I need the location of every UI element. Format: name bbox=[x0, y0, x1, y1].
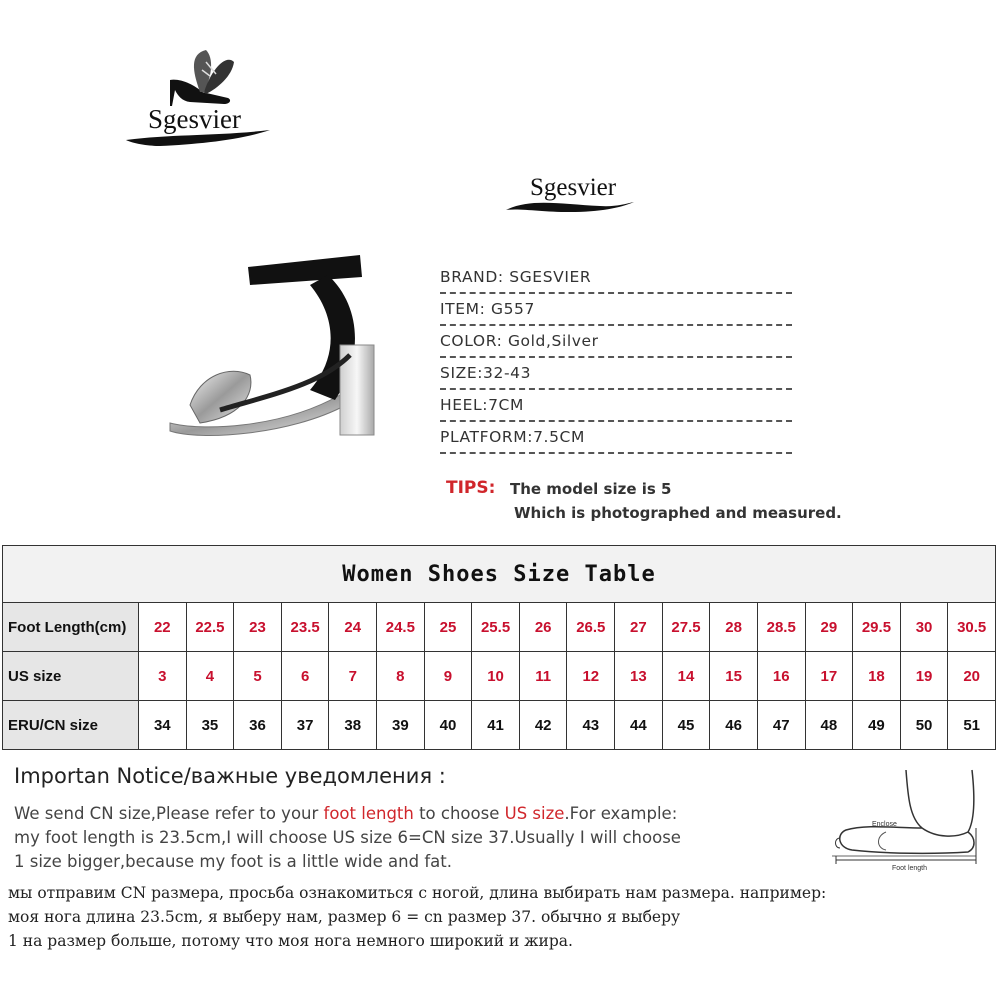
row-label: Foot Length(cm) bbox=[3, 603, 139, 652]
size-cell: 5 bbox=[234, 652, 282, 701]
spec-brand: BRAND: SGESVIER bbox=[440, 266, 792, 294]
size-cell: 10 bbox=[472, 652, 520, 701]
size-cell: 9 bbox=[424, 652, 472, 701]
size-cell: 19 bbox=[900, 652, 948, 701]
size-cell: 23 bbox=[234, 603, 282, 652]
spec-platform: PLATFORM:7.5CM bbox=[440, 426, 792, 454]
size-cell: 27 bbox=[615, 603, 663, 652]
size-cell: 7 bbox=[329, 652, 377, 701]
size-cell: 26 bbox=[519, 603, 567, 652]
size-cell: 43 bbox=[567, 701, 615, 750]
us-size-row bbox=[3, 652, 996, 701]
notice-en-line-2: my foot length is 23.5cm,I will choose US size 6=CN size 37.Usually I will choose bbox=[14, 828, 681, 847]
size-cell: 51 bbox=[948, 701, 996, 750]
notice-ru-line-1: мы отправим CN размера, просьба ознакомиться с ногой, длина выбирать нам размера. например: bbox=[8, 884, 827, 902]
size-cell: 48 bbox=[805, 701, 853, 750]
size-cell: 30 bbox=[900, 603, 948, 652]
spec-heel: HEEL:7CM bbox=[440, 394, 792, 422]
spec-size: SIZE:32-43 bbox=[440, 362, 792, 390]
enclose-label: Enclose bbox=[872, 821, 897, 828]
size-cell: 29.5 bbox=[853, 603, 901, 652]
size-cell: 23.5 bbox=[281, 603, 329, 652]
row-label: US size bbox=[3, 652, 139, 701]
notice-ru-line-2: моя нога длина 23.5cm, я выберу нам, размер 6 = cn размер 37. обычно я выберу bbox=[8, 908, 681, 926]
size-cell: 18 bbox=[853, 652, 901, 701]
brand-logo-main bbox=[120, 40, 290, 160]
size-cell: 26.5 bbox=[567, 603, 615, 652]
size-cell: 15 bbox=[710, 652, 758, 701]
size-cell: 38 bbox=[329, 701, 377, 750]
size-cell: 44 bbox=[615, 701, 663, 750]
notice-en-line-3: 1 size bigger,because my foot is a little wide and fat. bbox=[14, 852, 452, 871]
size-cell: 6 bbox=[281, 652, 329, 701]
notice-highlight: US size bbox=[504, 804, 565, 823]
spec-color: COLOR: Gold,Silver bbox=[440, 330, 792, 358]
notice-highlight: foot length bbox=[323, 804, 414, 823]
size-table-title: Women Shoes Size Table bbox=[3, 546, 996, 603]
butterfly-heel-icon bbox=[120, 40, 290, 160]
foot-measure-diagram bbox=[826, 768, 986, 878]
notice-text: .For example: bbox=[564, 804, 678, 823]
size-cell: 39 bbox=[377, 701, 425, 750]
size-cell: 24 bbox=[329, 603, 377, 652]
size-cell: 25.5 bbox=[472, 603, 520, 652]
foot-length-row bbox=[3, 603, 996, 652]
spec-item: ITEM: G557 bbox=[440, 298, 792, 326]
tips-label: TIPS: bbox=[446, 478, 496, 498]
size-cell: 12 bbox=[567, 652, 615, 701]
notice-en-line-1 bbox=[14, 804, 677, 823]
tips-line-1: The model size is 5 bbox=[510, 480, 672, 498]
size-cell: 24.5 bbox=[377, 603, 425, 652]
size-cell: 50 bbox=[900, 701, 948, 750]
size-cell: 27.5 bbox=[662, 603, 710, 652]
tips-line-2: Which is photographed and measured. bbox=[514, 504, 842, 522]
product-photo bbox=[160, 245, 410, 445]
notice-heading: Importan Notice/важные уведомления : bbox=[14, 764, 446, 788]
notice-text: We send CN size,Please refer to your bbox=[14, 804, 324, 823]
row-label: ERU/CN size bbox=[3, 701, 139, 750]
size-table bbox=[2, 545, 996, 750]
size-cell: 20 bbox=[948, 652, 996, 701]
size-table-title-row bbox=[3, 546, 996, 603]
size-cell: 29 bbox=[805, 603, 853, 652]
size-cell: 35 bbox=[186, 701, 234, 750]
size-cell: 13 bbox=[615, 652, 663, 701]
size-cell: 25 bbox=[424, 603, 472, 652]
foot-length-label: Foot length bbox=[892, 865, 928, 872]
notice-ru-line-3: 1 на размер больше, потому что моя нога немного широкий и жира. bbox=[8, 932, 573, 950]
size-cell: 4 bbox=[186, 652, 234, 701]
brand-wordmark: Sgesvier bbox=[530, 174, 617, 201]
brand-logo-secondary bbox=[500, 168, 650, 228]
size-cell: 3 bbox=[139, 652, 187, 701]
size-cell: 22.5 bbox=[186, 603, 234, 652]
size-cell: 47 bbox=[757, 701, 805, 750]
size-cell: 28.5 bbox=[757, 603, 805, 652]
notice-text: to choose bbox=[413, 804, 505, 823]
size-cell: 22 bbox=[139, 603, 187, 652]
size-cell: 42 bbox=[519, 701, 567, 750]
size-cell: 14 bbox=[662, 652, 710, 701]
size-cell: 37 bbox=[281, 701, 329, 750]
size-cell: 30.5 bbox=[948, 603, 996, 652]
size-cell: 28 bbox=[710, 603, 758, 652]
eu-cn-size-row bbox=[3, 701, 996, 750]
size-cell: 8 bbox=[377, 652, 425, 701]
size-cell: 49 bbox=[853, 701, 901, 750]
size-cell: 41 bbox=[472, 701, 520, 750]
size-cell: 36 bbox=[234, 701, 282, 750]
size-cell: 11 bbox=[519, 652, 567, 701]
sandal-image bbox=[160, 245, 410, 445]
brand-wordmark: Sgesvier bbox=[148, 104, 241, 134]
size-cell: 16 bbox=[757, 652, 805, 701]
size-cell: 45 bbox=[662, 701, 710, 750]
size-cell: 46 bbox=[710, 701, 758, 750]
size-cell: 40 bbox=[424, 701, 472, 750]
size-cell: 17 bbox=[805, 652, 853, 701]
size-cell: 34 bbox=[139, 701, 187, 750]
foot-icon bbox=[826, 768, 986, 878]
